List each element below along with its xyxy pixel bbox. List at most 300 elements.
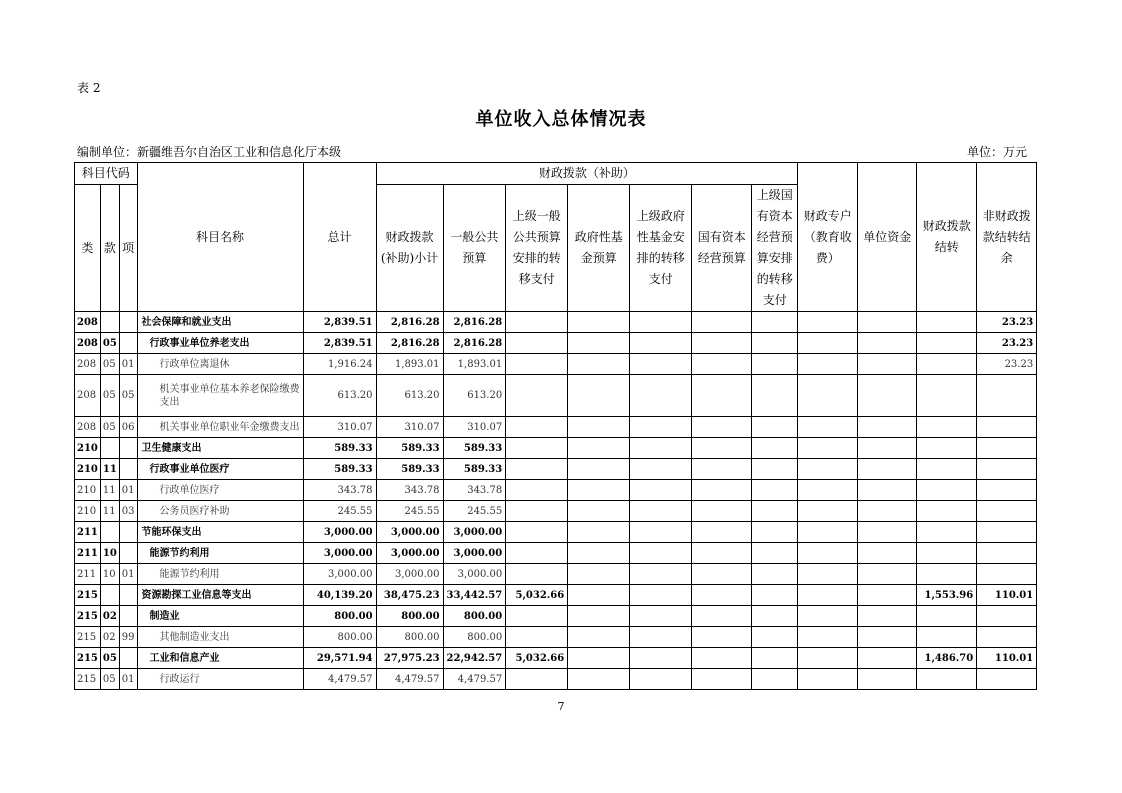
special-account-cell bbox=[798, 459, 858, 480]
fiscal-subtotal-cell: 38,475.23 bbox=[376, 585, 443, 606]
general-budget-cell: 343.78 bbox=[443, 480, 506, 501]
header-row-1 bbox=[75, 163, 1037, 185]
upper-general-cell bbox=[506, 438, 568, 459]
fiscal-carry-cell bbox=[917, 543, 977, 564]
state-capital-cell bbox=[692, 438, 752, 459]
total-cell: 29,571.94 bbox=[303, 648, 376, 669]
fiscal-subtotal-cell: 1,893.01 bbox=[376, 354, 443, 375]
upper-general-cell bbox=[506, 543, 568, 564]
nonfiscal-carry-cell: 110.01 bbox=[977, 648, 1037, 669]
gov-fund-cell bbox=[568, 585, 630, 606]
state-capital-cell bbox=[692, 606, 752, 627]
name-cell: 行政单位离退休 bbox=[137, 354, 303, 375]
total-cell: 343.78 bbox=[303, 480, 376, 501]
nonfiscal-carry-cell: 23.23 bbox=[977, 333, 1037, 354]
unit-fund-header: 单位资金 bbox=[858, 163, 917, 312]
kuan-cell: 11 bbox=[100, 480, 119, 501]
upper-capital-cell bbox=[752, 606, 798, 627]
unit-fund-cell bbox=[858, 375, 917, 417]
state-capital-header: 国有资本经营预算 bbox=[692, 185, 752, 312]
upper-general-cell bbox=[506, 606, 568, 627]
kuan-cell: 02 bbox=[100, 606, 119, 627]
kuan-cell bbox=[100, 312, 119, 333]
nonfiscal-carry-cell: 110.01 bbox=[977, 585, 1037, 606]
nonfiscal-carry-cell bbox=[977, 564, 1037, 585]
total-cell: 310.07 bbox=[303, 417, 376, 438]
kuan-cell bbox=[100, 438, 119, 459]
special-account-cell bbox=[798, 564, 858, 585]
lei-header: 类 bbox=[75, 185, 101, 312]
total-cell: 613.20 bbox=[303, 375, 376, 417]
general-budget-cell: 22,942.57 bbox=[443, 648, 506, 669]
general-budget-cell: 589.33 bbox=[443, 438, 506, 459]
special-account-cell bbox=[798, 417, 858, 438]
lei-cell: 215 bbox=[75, 585, 101, 606]
state-capital-cell bbox=[692, 375, 752, 417]
upper-capital-cell bbox=[752, 480, 798, 501]
lei-cell: 210 bbox=[75, 459, 101, 480]
name-cell: 社会保障和就业支出 bbox=[137, 312, 303, 333]
xiang-cell bbox=[119, 459, 137, 480]
name-cell: 机关事业单位职业年金缴费支出 bbox=[137, 417, 303, 438]
table-row bbox=[75, 312, 1037, 333]
name-cell: 能源节约利用 bbox=[137, 543, 303, 564]
upper-general-cell bbox=[506, 522, 568, 543]
table-row bbox=[75, 333, 1037, 354]
page-title: 单位收入总体情况表 bbox=[475, 109, 647, 130]
unit-fund-cell bbox=[858, 459, 917, 480]
nonfiscal-carry-cell bbox=[977, 480, 1037, 501]
kuan-cell: 05 bbox=[100, 669, 119, 690]
general-budget-cell: 613.20 bbox=[443, 375, 506, 417]
upper-capital-cell bbox=[752, 585, 798, 606]
xiang-cell bbox=[119, 606, 137, 627]
kuan-cell: 11 bbox=[100, 501, 119, 522]
total-cell: 3,000.00 bbox=[303, 543, 376, 564]
unit-fund-cell bbox=[858, 627, 917, 648]
upper-fund-cell bbox=[630, 564, 692, 585]
table-row bbox=[75, 606, 1037, 627]
xiang-cell: 05 bbox=[119, 375, 137, 417]
table-row bbox=[75, 417, 1037, 438]
xiang-cell bbox=[119, 585, 137, 606]
unit-fund-cell bbox=[858, 501, 917, 522]
fiscal-subtotal-cell: 245.55 bbox=[376, 501, 443, 522]
special-account-cell bbox=[798, 648, 858, 669]
name-cell: 公务员医疗补助 bbox=[137, 501, 303, 522]
gov-fund-cell bbox=[568, 375, 630, 417]
table-row bbox=[75, 543, 1037, 564]
fiscal-carry-cell bbox=[917, 606, 977, 627]
general-budget-cell: 33,442.57 bbox=[443, 585, 506, 606]
total-cell: 3,000.00 bbox=[303, 564, 376, 585]
lei-cell: 215 bbox=[75, 606, 101, 627]
total-cell: 4,479.57 bbox=[303, 669, 376, 690]
upper-fund-cell bbox=[630, 459, 692, 480]
fiscal-subtotal-cell: 3,000.00 bbox=[376, 522, 443, 543]
gov-fund-cell bbox=[568, 333, 630, 354]
lei-cell: 215 bbox=[75, 648, 101, 669]
fiscal-carry-cell bbox=[917, 312, 977, 333]
nonfiscal-carry-cell bbox=[977, 417, 1037, 438]
upper-fund-cell bbox=[630, 312, 692, 333]
general-budget-cell: 2,816.28 bbox=[443, 333, 506, 354]
state-capital-cell bbox=[692, 648, 752, 669]
name-cell: 行政单位医疗 bbox=[137, 480, 303, 501]
upper-fund-cell bbox=[630, 438, 692, 459]
nonfiscal-carry-cell bbox=[977, 522, 1037, 543]
upper-general-cell bbox=[506, 480, 568, 501]
name-cell: 能源节约利用 bbox=[137, 564, 303, 585]
special-account-cell bbox=[798, 480, 858, 501]
general-budget-cell: 310.07 bbox=[443, 417, 506, 438]
xiang-cell bbox=[119, 522, 137, 543]
special-account-header: 财政专户（教育收费） bbox=[798, 163, 858, 312]
name-cell: 行政事业单位医疗 bbox=[137, 459, 303, 480]
xiang-cell bbox=[119, 543, 137, 564]
special-account-cell bbox=[798, 333, 858, 354]
upper-capital-cell bbox=[752, 564, 798, 585]
general-budget-cell: 3,000.00 bbox=[443, 564, 506, 585]
upper-fund-cell bbox=[630, 606, 692, 627]
fiscal-carry-cell bbox=[917, 438, 977, 459]
lei-cell: 215 bbox=[75, 669, 101, 690]
xiang-cell: 01 bbox=[119, 564, 137, 585]
lei-cell: 210 bbox=[75, 438, 101, 459]
fiscal-subtotal-header: 财政拨款(补助)小计 bbox=[376, 185, 443, 312]
gov-fund-cell bbox=[568, 606, 630, 627]
general-budget-cell: 245.55 bbox=[443, 501, 506, 522]
state-capital-cell bbox=[692, 354, 752, 375]
total-cell: 589.33 bbox=[303, 459, 376, 480]
total-cell: 800.00 bbox=[303, 627, 376, 648]
upper-general-cell bbox=[506, 417, 568, 438]
unit-fund-cell bbox=[858, 312, 917, 333]
page-number: 7 bbox=[557, 700, 565, 713]
total-header: 总计 bbox=[303, 163, 376, 312]
general-budget-cell: 589.33 bbox=[443, 459, 506, 480]
gov-fund-cell bbox=[568, 312, 630, 333]
nonfiscal-carry-cell bbox=[977, 627, 1037, 648]
income-summary-table bbox=[74, 162, 1037, 690]
upper-fund-cell bbox=[630, 354, 692, 375]
nonfiscal-carry-cell: 23.23 bbox=[977, 354, 1037, 375]
upper-fund-cell bbox=[630, 669, 692, 690]
lei-cell: 208 bbox=[75, 312, 101, 333]
kuan-cell: 05 bbox=[100, 354, 119, 375]
upper-capital-cell bbox=[752, 438, 798, 459]
fiscal-subtotal-cell: 800.00 bbox=[376, 606, 443, 627]
fiscal-subtotal-cell: 800.00 bbox=[376, 627, 443, 648]
name-cell: 资源勘探工业信息等支出 bbox=[137, 585, 303, 606]
fiscal-carry-cell bbox=[917, 459, 977, 480]
unit-fund-cell bbox=[858, 354, 917, 375]
special-account-cell bbox=[798, 375, 858, 417]
table-row bbox=[75, 459, 1037, 480]
table-row bbox=[75, 480, 1037, 501]
upper-general-cell bbox=[506, 333, 568, 354]
upper-capital-cell bbox=[752, 522, 798, 543]
xiang-cell: 01 bbox=[119, 354, 137, 375]
state-capital-cell bbox=[692, 543, 752, 564]
kuan-cell bbox=[100, 585, 119, 606]
total-cell: 2,839.51 bbox=[303, 312, 376, 333]
upper-general-cell bbox=[506, 627, 568, 648]
total-cell: 1,916.24 bbox=[303, 354, 376, 375]
unit-fund-cell bbox=[858, 417, 917, 438]
unit-label: 单位：万元 bbox=[966, 145, 1027, 159]
unit-fund-cell bbox=[858, 564, 917, 585]
kuan-cell: 10 bbox=[100, 543, 119, 564]
kuan-cell: 10 bbox=[100, 564, 119, 585]
xiang-cell: 03 bbox=[119, 501, 137, 522]
gov-fund-cell bbox=[568, 648, 630, 669]
general-budget-cell: 4,479.57 bbox=[443, 669, 506, 690]
upper-general-cell bbox=[506, 459, 568, 480]
state-capital-cell bbox=[692, 585, 752, 606]
general-budget-cell: 2,816.28 bbox=[443, 312, 506, 333]
name-cell: 节能环保支出 bbox=[137, 522, 303, 543]
special-account-cell bbox=[798, 585, 858, 606]
special-account-cell bbox=[798, 312, 858, 333]
upper-general-cell bbox=[506, 669, 568, 690]
kuan-cell: 11 bbox=[100, 459, 119, 480]
nonfiscal-carry-cell bbox=[977, 606, 1037, 627]
special-account-cell bbox=[798, 669, 858, 690]
upper-general-header: 上级一般公共预算安排的转移支付 bbox=[506, 185, 568, 312]
special-account-cell bbox=[798, 543, 858, 564]
table-row bbox=[75, 564, 1037, 585]
name-cell: 卫生健康支出 bbox=[137, 438, 303, 459]
gov-fund-cell bbox=[568, 627, 630, 648]
fiscal-carry-cell bbox=[917, 375, 977, 417]
lei-cell: 208 bbox=[75, 417, 101, 438]
name-header: 科目名称 bbox=[137, 163, 303, 312]
fiscal-group-header: 财政拨款（补助） bbox=[376, 163, 798, 185]
upper-capital-cell bbox=[752, 669, 798, 690]
fiscal-subtotal-cell: 4,479.57 bbox=[376, 669, 443, 690]
upper-capital-cell bbox=[752, 333, 798, 354]
table-number: 表 2 bbox=[77, 81, 101, 95]
general-budget-cell: 800.00 bbox=[443, 606, 506, 627]
lei-cell: 211 bbox=[75, 522, 101, 543]
nonfiscal-carry-header: 非财政拨款结转结余 bbox=[977, 163, 1037, 312]
gov-fund-cell bbox=[568, 543, 630, 564]
state-capital-cell bbox=[692, 459, 752, 480]
gov-fund-cell bbox=[568, 669, 630, 690]
lei-cell: 208 bbox=[75, 333, 101, 354]
state-capital-cell bbox=[692, 480, 752, 501]
special-account-cell bbox=[798, 522, 858, 543]
general-budget-cell: 800.00 bbox=[443, 627, 506, 648]
upper-capital-cell bbox=[752, 501, 798, 522]
general-budget-cell: 3,000.00 bbox=[443, 522, 506, 543]
upper-capital-cell bbox=[752, 354, 798, 375]
unit-fund-cell bbox=[858, 333, 917, 354]
upper-general-cell bbox=[506, 354, 568, 375]
table-row bbox=[75, 669, 1037, 690]
table-row bbox=[75, 375, 1037, 417]
upper-fund-cell bbox=[630, 585, 692, 606]
kuan-cell: 05 bbox=[100, 375, 119, 417]
state-capital-cell bbox=[692, 522, 752, 543]
special-account-cell bbox=[798, 501, 858, 522]
fiscal-carry-cell bbox=[917, 480, 977, 501]
name-cell: 行政事业单位养老支出 bbox=[137, 333, 303, 354]
nonfiscal-carry-cell: 23.23 bbox=[977, 312, 1037, 333]
fiscal-carry-cell bbox=[917, 564, 977, 585]
table-row bbox=[75, 438, 1037, 459]
gov-fund-cell bbox=[568, 354, 630, 375]
gov-fund-cell bbox=[568, 564, 630, 585]
xiang-cell: 99 bbox=[119, 627, 137, 648]
lei-cell: 208 bbox=[75, 375, 101, 417]
unit-fund-cell bbox=[858, 543, 917, 564]
kuan-cell: 05 bbox=[100, 333, 119, 354]
upper-general-cell: 5,032.66 bbox=[506, 585, 568, 606]
upper-capital-cell bbox=[752, 417, 798, 438]
fiscal-carry-cell bbox=[917, 669, 977, 690]
upper-capital-cell bbox=[752, 312, 798, 333]
state-capital-cell bbox=[692, 417, 752, 438]
upper-capital-cell bbox=[752, 543, 798, 564]
nonfiscal-carry-cell bbox=[977, 669, 1037, 690]
kuan-cell: 05 bbox=[100, 417, 119, 438]
unit-fund-cell bbox=[858, 522, 917, 543]
xiang-cell: 06 bbox=[119, 417, 137, 438]
general-budget-cell: 3,000.00 bbox=[443, 543, 506, 564]
name-cell: 制造业 bbox=[137, 606, 303, 627]
lei-cell: 210 bbox=[75, 480, 101, 501]
fiscal-carry-cell: 1,553.96 bbox=[917, 585, 977, 606]
table-row bbox=[75, 501, 1037, 522]
general-budget-header: 一般公共预算 bbox=[443, 185, 506, 312]
special-account-cell bbox=[798, 606, 858, 627]
table-row bbox=[75, 627, 1037, 648]
fiscal-subtotal-cell: 310.07 bbox=[376, 417, 443, 438]
xiang-cell: 01 bbox=[119, 669, 137, 690]
upper-fund-cell bbox=[630, 375, 692, 417]
fiscal-subtotal-cell: 343.78 bbox=[376, 480, 443, 501]
fiscal-carry-cell bbox=[917, 417, 977, 438]
total-cell: 245.55 bbox=[303, 501, 376, 522]
xiang-cell bbox=[119, 438, 137, 459]
upper-fund-cell bbox=[630, 522, 692, 543]
fiscal-subtotal-cell: 3,000.00 bbox=[376, 564, 443, 585]
nonfiscal-carry-cell bbox=[977, 459, 1037, 480]
fiscal-carry-cell bbox=[917, 522, 977, 543]
upper-capital-cell bbox=[752, 627, 798, 648]
lei-cell: 211 bbox=[75, 564, 101, 585]
upper-fund-cell bbox=[630, 501, 692, 522]
fiscal-carry-cell bbox=[917, 501, 977, 522]
total-cell: 40,139.20 bbox=[303, 585, 376, 606]
unit-fund-cell bbox=[858, 606, 917, 627]
name-cell: 机关事业单位基本养老保险缴费支出 bbox=[137, 375, 303, 417]
lei-cell: 210 bbox=[75, 501, 101, 522]
table-row bbox=[75, 354, 1037, 375]
xiang-cell: 01 bbox=[119, 480, 137, 501]
upper-fund-cell bbox=[630, 543, 692, 564]
lei-cell: 211 bbox=[75, 543, 101, 564]
organization-label: 编制单位：新疆维吾尔自治区工业和信息化厅本级 bbox=[77, 145, 342, 159]
upper-fund-header: 上级政府性基金安排的转移支付 bbox=[630, 185, 692, 312]
gov-fund-cell bbox=[568, 459, 630, 480]
nonfiscal-carry-cell bbox=[977, 501, 1037, 522]
upper-fund-cell bbox=[630, 648, 692, 669]
upper-fund-cell bbox=[630, 627, 692, 648]
state-capital-cell bbox=[692, 501, 752, 522]
table-row bbox=[75, 522, 1037, 543]
unit-fund-cell bbox=[858, 648, 917, 669]
special-account-cell bbox=[798, 354, 858, 375]
total-cell: 3,000.00 bbox=[303, 522, 376, 543]
upper-capital-cell bbox=[752, 648, 798, 669]
total-cell: 800.00 bbox=[303, 606, 376, 627]
upper-general-cell bbox=[506, 312, 568, 333]
upper-fund-cell bbox=[630, 480, 692, 501]
fiscal-carry-cell bbox=[917, 333, 977, 354]
state-capital-cell bbox=[692, 333, 752, 354]
fiscal-carry-cell bbox=[917, 354, 977, 375]
fiscal-carry-cell: 1,486.70 bbox=[917, 648, 977, 669]
state-capital-cell bbox=[692, 627, 752, 648]
gov-fund-cell bbox=[568, 480, 630, 501]
table-row bbox=[75, 585, 1037, 606]
xiang-cell bbox=[119, 312, 137, 333]
fiscal-subtotal-cell: 613.20 bbox=[376, 375, 443, 417]
fiscal-subtotal-cell: 2,816.28 bbox=[376, 333, 443, 354]
upper-general-cell bbox=[506, 564, 568, 585]
kuan-header: 款 bbox=[100, 185, 119, 312]
special-account-cell bbox=[798, 627, 858, 648]
fiscal-subtotal-cell: 27,975.23 bbox=[376, 648, 443, 669]
lei-cell: 208 bbox=[75, 354, 101, 375]
state-capital-cell bbox=[692, 312, 752, 333]
gov-fund-cell bbox=[568, 417, 630, 438]
upper-capital-header: 上级国有资本经营预算安排的转移支付 bbox=[752, 185, 798, 312]
state-capital-cell bbox=[692, 564, 752, 585]
gov-fund-cell bbox=[568, 501, 630, 522]
nonfiscal-carry-cell bbox=[977, 438, 1037, 459]
unit-fund-cell bbox=[858, 669, 917, 690]
xiang-cell bbox=[119, 648, 137, 669]
code-group-header: 科目代码 bbox=[75, 163, 138, 185]
upper-general-cell bbox=[506, 501, 568, 522]
name-cell: 行政运行 bbox=[137, 669, 303, 690]
fiscal-subtotal-cell: 3,000.00 bbox=[376, 543, 443, 564]
upper-capital-cell bbox=[752, 459, 798, 480]
upper-fund-cell bbox=[630, 417, 692, 438]
fiscal-carry-cell bbox=[917, 627, 977, 648]
kuan-cell: 02 bbox=[100, 627, 119, 648]
upper-general-cell: 5,032.66 bbox=[506, 648, 568, 669]
fiscal-carry-header: 财政拨款结转 bbox=[917, 163, 977, 312]
gov-fund-header: 政府性基金预算 bbox=[568, 185, 630, 312]
gov-fund-cell bbox=[568, 438, 630, 459]
gov-fund-cell bbox=[568, 522, 630, 543]
xiang-header: 项 bbox=[119, 185, 137, 312]
upper-fund-cell bbox=[630, 333, 692, 354]
kuan-cell bbox=[100, 522, 119, 543]
total-cell: 589.33 bbox=[303, 438, 376, 459]
upper-general-cell bbox=[506, 375, 568, 417]
unit-fund-cell bbox=[858, 438, 917, 459]
state-capital-cell bbox=[692, 669, 752, 690]
xiang-cell bbox=[119, 333, 137, 354]
special-account-cell bbox=[798, 438, 858, 459]
lei-cell: 215 bbox=[75, 627, 101, 648]
